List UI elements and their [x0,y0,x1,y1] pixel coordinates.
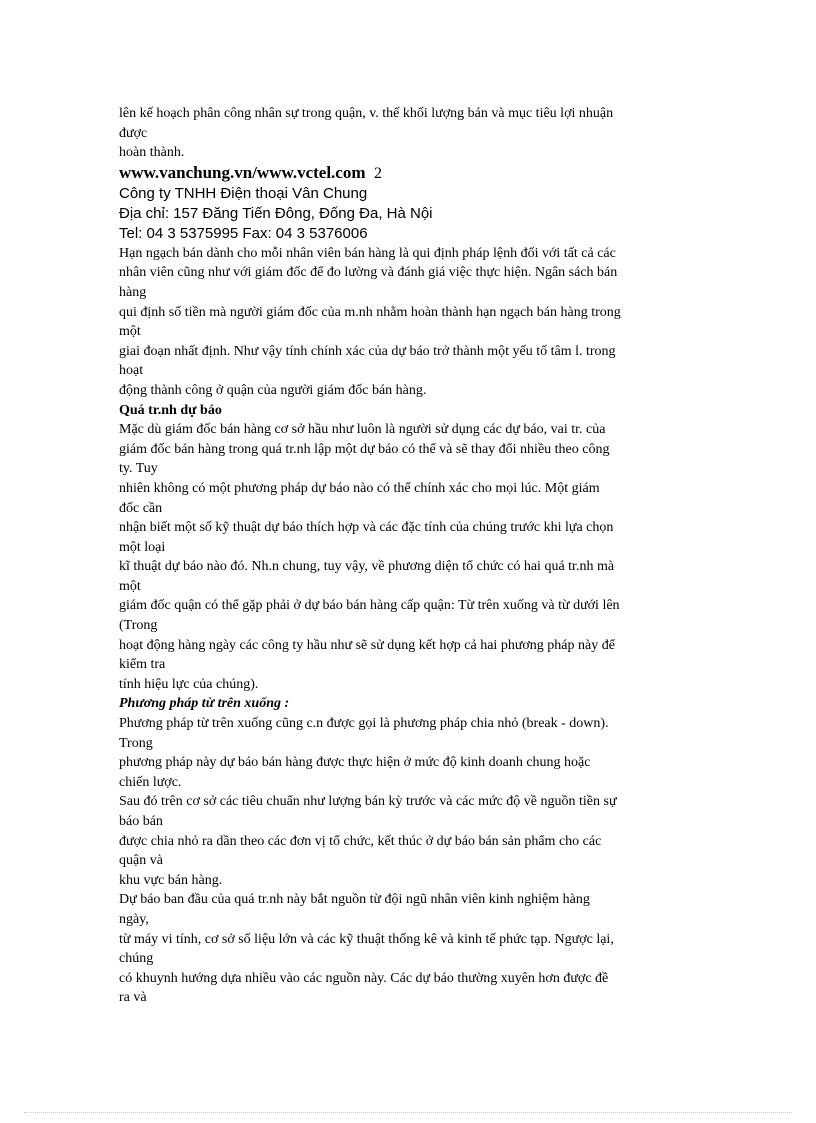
intro-line: lên kế hoạch phân công nhân sự trong quận, v. thế khối lượng bán và mục tiêu lợi nhuận [119,106,614,121]
body-line: kiểm tra [119,657,166,673]
paragraph-top-down [119,714,699,1008]
body-line: ngày, [119,911,149,927]
body-line: hàng [119,284,147,300]
body-line: động thành công ở quận của người giám đốc bán hàng. [119,382,427,398]
body-line: hoạt [119,363,144,379]
body-line: ra và [119,990,147,1006]
body-line: khu vực bán hàng. [119,872,223,888]
paragraph-forecast-process [119,420,699,694]
body-line: hoạt động hàng ngày các công ty hầu như sẽ sử dụng kết hợp cả hai phương pháp này để [119,637,615,653]
body-line: được chia nhỏ ra dần theo các đơn vị tổ chức, kết thúc ở dự báo bán sản phẩm cho các [119,833,602,849]
body-line: Mặc dù giám đốc bán hàng cơ sở hầu như luôn là người sử dụng các dự báo, vai tr. của [119,422,606,438]
body-line: nhân viên cũng như với giám đốc để đo lường và đánh giá việc thực hiện. Ngân sách bán [119,265,618,281]
body-line: phương pháp này dự báo bán hàng được thực hiện ở mức độ kinh doanh chung hoặc [119,755,591,771]
body-line: nhận biết một số kỹ thuật dự báo thích hợp và các đặc tính của chúng trước khi lựa chọn [119,520,614,536]
body-line: đốc cần [119,500,163,516]
body-line: chúng [119,951,154,967]
body-line: Trong [119,735,153,751]
company-contact: Tel: 04 3 5375995 Fax: 04 3 5376006 [119,224,368,242]
body-line: báo bán [119,814,163,829]
website-link[interactable]: www.vanchung.vn/www.vctel.com [119,162,366,182]
body-line: từ máy vi tính, cơ sở số liệu lớn và các kỹ thuật thống kê và kinh tế phức tạp. Ngược lại, [119,931,614,947]
body-line: một [119,324,141,340]
page-number: 2 [374,164,383,182]
page-bottom-divider [24,1112,792,1113]
body-line: Hạn ngạch bán dành cho mỗi nhân viên bán hàng là qui định pháp lệnh đối với tất cả các [119,245,616,261]
section-heading-forecast-process: Quá tr.nh dự báo [119,402,222,418]
body-line: giai đoạn nhất định. Như vậy tính chính xác của dự báo trở thành một yếu tố tâm l. trong [119,343,616,359]
body-line: giám đốc bán hàng trong quá tr.nh lập một dự báo có thể và sẽ thay đổi nhiều theo công [119,441,610,457]
body-line: Sau đó trên cơ sở các tiêu chuẩn như lượng bán kỳ trước và các mức độ về nguồn tiền sự [119,794,617,810]
body-line: tính hiệu lực của chúng). [119,676,259,692]
intro-block [119,104,699,163]
body-line: nhiên không có một phương pháp dự báo nào có thể chính xác cho mọi lúc. Một giám [119,480,600,496]
body-line: kĩ thuật dự báo nào đó. Nh.n chung, tuy vậy, về phương diện tổ chức có hai quá tr.nh mà [119,559,615,575]
body-line: ty. Tuy [119,461,158,477]
company-header [119,163,699,244]
body-line: chiến lược. [119,774,182,790]
intro-line: được [119,125,148,141]
body-line: qui định số tiền mà người giám đốc của m.nh nhằm hoàn thành hạn ngạch bán hàng trong [119,304,621,320]
body-line: một [119,578,141,594]
company-name: Công ty TNHH Điện thoại Vân Chung [119,184,368,202]
body-line: có khuynh hướng dựa nhiều vào các nguồn này. Các dự báo thường xuyên hơn được đề [119,970,609,986]
body-line: Dự báo ban đầu của quá tr.nh này bắt nguồn từ đội ngũ nhân viên kinh nghiệm hàng [119,892,590,908]
company-address: Địa chỉ: 157 Đăng Tiến Đông, Đống Đa, Hà Nội [119,204,433,222]
document-page [119,104,699,1008]
website-line [119,163,699,184]
intro-line: hoàn thành. [119,145,185,161]
body-line: một loại [119,539,166,555]
paragraph-quota [119,244,699,401]
body-line: giám đốc quận có thể gặp phải ở dự báo bán hàng cấp quận: Từ trên xuống và từ dưới lên [119,598,620,614]
body-line: Phương pháp từ trên xuống cũng c.n được gọi là phương pháp chia nhỏ (break - down). [119,716,609,732]
body-line: (Trong [119,618,158,634]
body-line: quận và [119,853,163,869]
section-heading-top-down: Phương pháp từ trên xuống : [119,696,290,712]
